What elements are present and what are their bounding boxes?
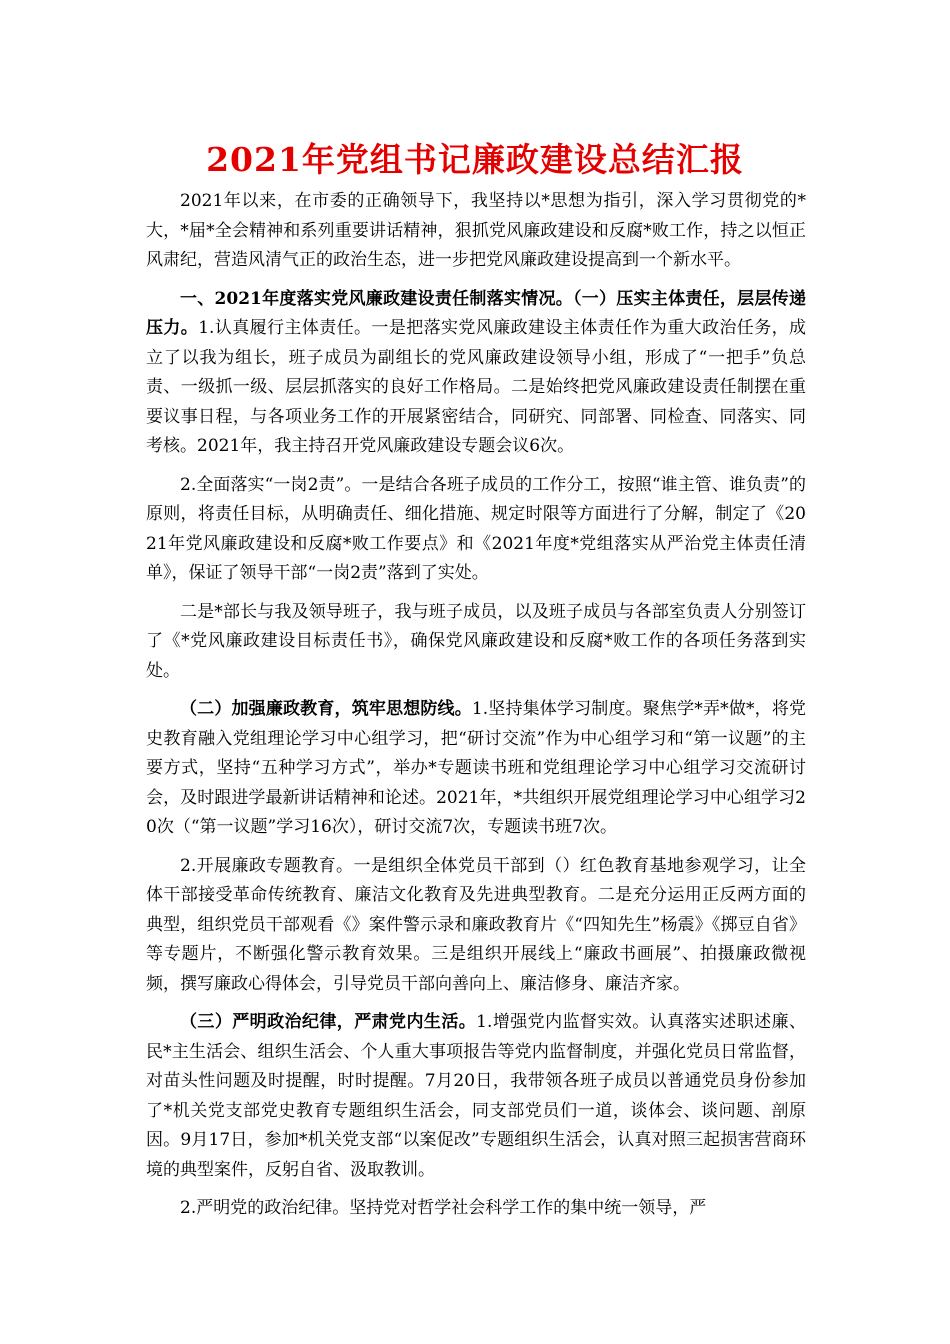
paragraph-item <box>146 1194 806 1224</box>
paragraph-section-1 <box>146 285 806 462</box>
paragraph-text: 1.坚持集体学习制度。聚焦学*弄*做*，将党史教育融入党组理论学习中心组学习，把“研讨交流”作为中心组学习和“第一议题”的主要方式，坚持“五种学习方式”，举办*专题读书班和党组理论学习中心组学习交流研讨会，及时跟进学最新讲话精神和论述。2021年，*共组织开展党组理论学习中心组学习20次（“第一议题”学习16次），研讨交流7次，专题读书班7次。 <box>146 699 806 837</box>
section-heading: （二）加强廉政教育，筑牢思想防线。 <box>180 699 472 719</box>
paragraph-section-3 <box>146 1008 806 1185</box>
document-title: 2021年党组书记廉政建设总结汇报 <box>206 140 744 179</box>
paragraph-text: 2.严明党的政治纪律。坚持党对哲学社会科学工作的集中统一领导，严 <box>180 1198 707 1218</box>
document-body <box>146 187 806 1224</box>
paragraph-text: 2.开展廉政专题教育。一是组织全体党员干部到（）红色教育基地参观学习，让全体干部接受革命传统教育、廉洁文化教育及先进典型教育。二是充分运用正反两方面的典型，组织党员干部观看《》案件警示录和廉政教育片《“四知先生”杨震》《掷豆自省》等专题片，不断强化警示教育效果。三是组织开展线上“廉政书画展”、拍摄廉政微视频，撰写廉政心得体会，引导党员干部向善向上、廉洁修身、廉洁齐家。 <box>146 855 806 994</box>
section-heading: （三）严明政治纪律，严肃党内生活。 <box>180 1012 477 1032</box>
section-heading: 一、2021年度落实党风廉政建设责任制落实情况。（一）压实主体责任，层层传递压力。 <box>146 288 806 338</box>
paragraph-text: 1.认真履行主体责任。一是把落实党风廉政建设主体责任作为重大政治任务，成立了以我为组长，班子成员为副组长的党风廉政建设领导小组，形成了“一把手”负总责、一级抓一级、层层抓落实的良好工作格局。二是始终把党风廉政建设责任制摆在重要议事日程，与各项业务工作的开展紧密结合，同研究、同部署、同检查、同落实、同考核。2021年，我主持召开党风廉政建设专题会议6次。 <box>146 318 807 456</box>
paragraph-text: 1.增强党内监督实效。认真落实述职述廉、民*主生活会、组织生活会、个人重大事项报告等党内监督制度，并强化党员日常监督，对苗头性问题及时提醒，时时提醒。7月20日，我带领各班子成员以普通党员身份参加了*机关党支部党史教育专题组织生活会，同支部党员们一道，谈体会、谈问题、剖原因。9月17日，参加*机关党支部“以案促改”专题组织生活会，认真对照三起损害营商环境的典型案件，反躬自省、汲取教训。 <box>146 1012 806 1180</box>
paragraph-item <box>146 471 806 589</box>
paragraph-text: 2021年以来，在市委的正确领导下，我坚持以*思想为指引，深入学习贯彻党的*大，*届*全会精神和系列重要讲话精神，狠抓党风廉政建设和反腐*败工作，持之以恒正风肃纪，营造风清气正的政治生态，进一步把党风廉政建设提高到一个新水平。 <box>146 191 806 270</box>
paragraph-intro <box>146 187 806 276</box>
paragraph-item <box>146 598 806 687</box>
paragraph-section-2 <box>146 695 806 843</box>
paragraph-text: 2.全面落实“一岗2责”。一是结合各班子成员的工作分工，按照“谁主管、谁负责”的原则，将责任目标，从明确责任、细化措施、规定时限等方面进行了分解，制定了《2021年党风廉政建设和反腐*败工作要点》和《2021年度*党组落实从严治党主体责任清单》，保证了领导干部“一岗2责”落到了实处。 <box>146 474 806 583</box>
paragraph-text: 二是*部长与我及领导班子，我与班子成员，以及班子成员与各部室负责人分别签订了《*党风廉政建设目标责任书》，确保党风廉政建设和反腐*败工作的各项任务落到实处。 <box>146 601 806 681</box>
paragraph-item <box>146 852 806 1000</box>
